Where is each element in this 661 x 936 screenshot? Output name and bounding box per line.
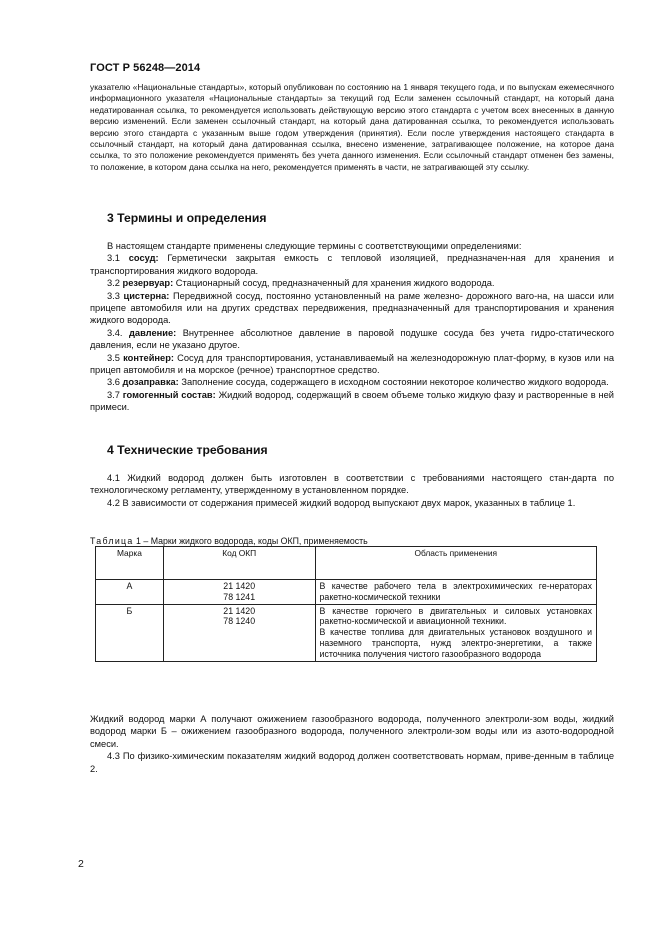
table-header-row xyxy=(96,547,597,580)
term-name: цистерна: xyxy=(123,290,170,301)
column-header-grade: Марка xyxy=(96,547,164,580)
term-name: давление: xyxy=(129,327,177,338)
table-row xyxy=(96,604,597,661)
section-4-paragraph-2: 4.2 В зависимости от содержания примесей жидкий водород выпускают двух марок, указанных в таблице 1. xyxy=(107,497,576,508)
section-3-lead: В настоящем стандарте применены следующие термины с соответствующими определениями: xyxy=(107,241,522,251)
grade-cell: Б xyxy=(96,604,164,661)
term-item: 3.1 сосуд: Герметически закрытая емкость с тепловой изоляцией, предназначен-ная для хранения и транспортирования жидкого водорода. xyxy=(90,253,614,276)
intro-text-block xyxy=(90,82,614,173)
column-header-usage: Область применения xyxy=(315,547,596,580)
term-item: 3.3 цистерна: Передвижной сосуд, постоянно установленный на раме железно- дорожного ваго-на, на шасси или прицепе автомобиля или на других средствах передвижения, предназначенный для транспортирования и хранения жидкого водорода. xyxy=(90,290,614,326)
after-table-paragraph: Жидкий водород марки А получают ожижением газообразного водорода, полученного электроли-зом воды, жидкий водород марки Б – ожижением газообразного водорода, полученного электроли-зом воды или из азото-водородной смеси. xyxy=(90,714,614,749)
term-item: 3.4. давление: Внутреннее абсолютное давление в паровой подушке сосуда без учета гидро-статического давления, если не указано другое. xyxy=(90,327,614,351)
section-3-body xyxy=(90,240,614,414)
usage-cell: В качестве горючего в двигательных и силовых установках ракетно-космической и авиационной техники. В качестве топлива для двигательных установок воздушного и наземного транспорта, нужд электро-энергетики, а также источника получения чистого газообразного водорода xyxy=(315,604,596,661)
column-header-code: Код ОКП xyxy=(163,547,315,580)
term-name: контейнер: xyxy=(123,352,174,363)
term-name: резервуар: xyxy=(122,278,174,289)
section-4-continuation xyxy=(90,713,614,775)
table-1-caption: Таблица 1 – Марки жидкого водорода, коды ОКП, применяемость xyxy=(90,536,368,546)
document-code-header: ГОСТ Р 56248—2014 xyxy=(90,62,201,74)
term-item: 3.2 резервуар: Стационарный сосуд, предназначенный для хранения жидкого водорода. xyxy=(107,278,495,289)
term-item: 3.7 гомогенный состав: Жидкий водород, содержащий в своем объеме только жидкую фазу и растворенные в ней примеси. xyxy=(90,389,614,413)
usage-cell: В качестве рабочего тела в электрохимических ге-нераторах ракетно-космической техники xyxy=(315,580,596,605)
table-1 xyxy=(95,546,597,662)
section-4-body xyxy=(90,472,614,509)
intro-paragraph: указателю «Национальные стандарты», который опубликован по состоянию на 1 января текущего года, и по выпускам ежемесячного информационного указателя «Национальные стандарты» за текущий год Если заменен ссылочный стандарт, на который дана недатированная ссылка, то рекомендуется использовать действующую версию этого стандарта с учетом всех внесенных в данную версию изменений. Если заменен ссылочный стандарт, на который дана датированная ссылка, то рекомендуется использовать версию этого стандарта с указанным выше годом утверждения (принятия). Если после утверждения настоящего стандарта в ссылочный стандарт, на который дана датированная ссылка, внесено изменение, затрагивающее положение, на которое дана ссылка, то это положение рекомендуется применять без учета данного изменения. Если ссылочный стандарт отменен без замены, то положение, в котором дана ссылка на него, рекомендуется применять в части, не затрагивающей эту ссылку. xyxy=(90,82,614,172)
section-4-paragraph-1: 4.1 Жидкий водород должен быть изготовлен в соответствии с требованиями настоящего стан-дарта по технологическому регламенту, утвержденному в установленном порядке. xyxy=(90,473,614,496)
term-item: 3.6 дозаправка: Заполнение сосуда, содержащего в исходном состоянии некоторое количество жидкого водорода. xyxy=(107,377,609,388)
code-cell: 21 1420 78 1241 xyxy=(163,580,315,605)
term-name: гомогенный состав: xyxy=(122,389,216,400)
section-4-paragraph-3: 4.3 По физико-химическим показателям жидкий водород должен соответствовать нормам, приве-денным в таблице 2. xyxy=(90,751,614,774)
section-3-heading: 3 Термины и определения xyxy=(107,211,267,225)
page-number: 2 xyxy=(78,858,84,870)
code-cell: 21 1420 78 1240 xyxy=(163,604,315,661)
section-4-heading: 4 Технические требования xyxy=(107,443,268,457)
term-name: дозаправка: xyxy=(122,377,179,388)
term-item: 3.5 контейнер: Сосуд для транспортирования, устанавливаемый на железнодорожную плат-форму, в кузов или на прицеп автомобиля и на морское (речное) транспортное средство. xyxy=(90,352,614,376)
grade-cell: А xyxy=(96,580,164,605)
table-row xyxy=(96,580,597,605)
term-name: сосуд: xyxy=(128,253,159,264)
